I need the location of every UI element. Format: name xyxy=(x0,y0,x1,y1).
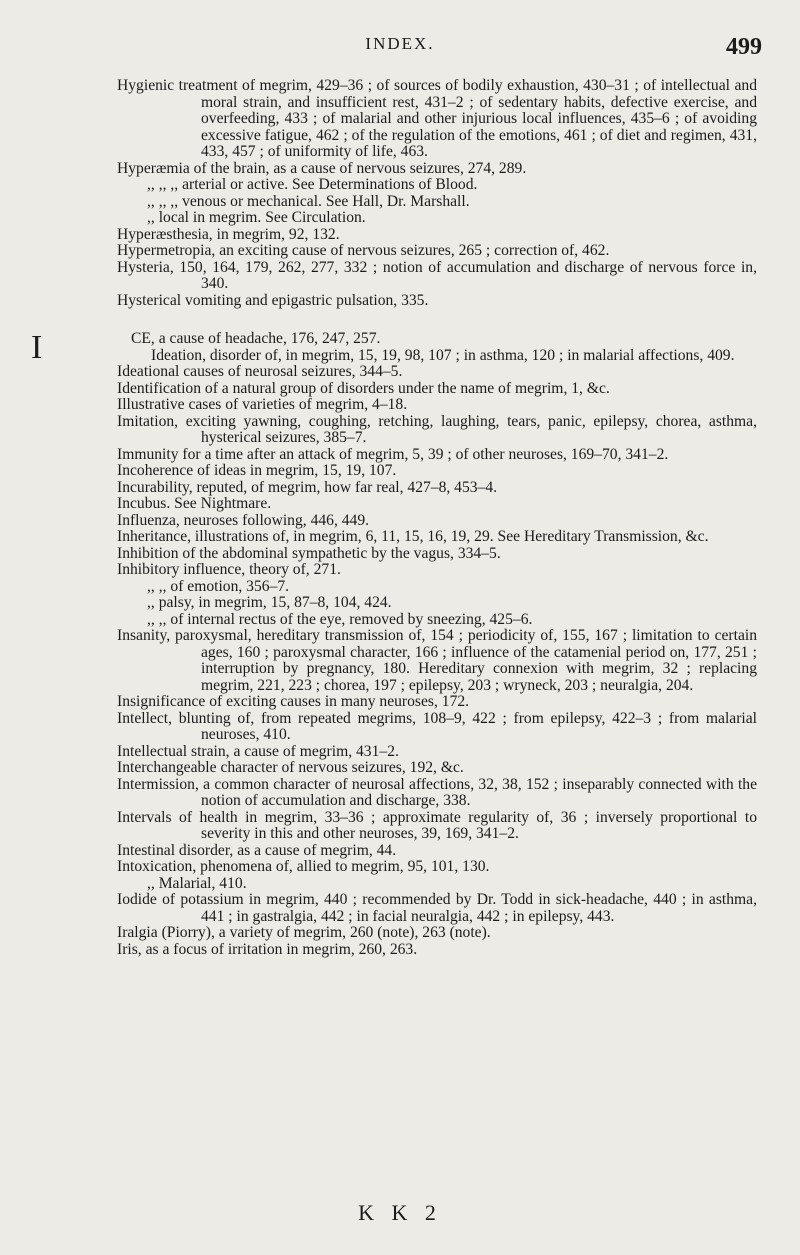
index-entry: Intestinal disorder, as a cause of megrim, 44. xyxy=(117,841,397,859)
index-entry: ,, Malarial, 410. xyxy=(147,874,247,892)
index-entry: Insanity, paroxysmal, hereditary transmission of, 154 ; periodicity of, 155, 167 ; limitation to certain ages, 160 ; paroxysmal character, 166 ; influence of the catamenial period on, 177, 251 ; interruption by pregnancy, 180. Hereditary connexion with megrim, 32 ; replacing megrim, 221, 223 ; chorea, 197 ; epilepsy, 203 ; wryneck, 203 ; neuralgia, 204. xyxy=(117,627,757,694)
section-i-start: I CE, a cause of headache, 176, 247, 257. xyxy=(31,329,381,366)
page-header-title: INDEX. xyxy=(365,34,435,53)
index-entry: ,, palsy, in megrim, 15, 87–8, 104, 424. xyxy=(147,594,392,611)
index-entry: Illustrative cases of varieties of megrim, 4–18. xyxy=(117,396,408,413)
index-entry: ,, local in megrim. See Circulation. xyxy=(147,209,366,226)
index-entry: Inhibition of the abdominal sympathetic by the vagus, 334–5. xyxy=(117,544,501,562)
page-number: 499 xyxy=(726,34,762,60)
index-entry: Hysteria, 150, 164, 179, 262, 277, 332 ; notion of accumulation and discharge of nervous force in, 340. xyxy=(117,258,757,292)
index-entry: Insignificance of exciting causes in many neuroses, 172. xyxy=(117,693,470,710)
index-entry: Intermission, a common character of neurosal affections, 32, 38, 152 ; inseparably connected with the notion of accumulation and discharge, 338. xyxy=(117,775,757,809)
index-entry: Identification of a natural group of disorders under the name of megrim, 1, &c. xyxy=(117,379,610,397)
index-entry: Imitation, exciting yawning, coughing, retching, laughing, tears, panic, epilepsy, chorea, asthma, hysterical seizures, 385–7. xyxy=(117,412,757,446)
index-entry: ,, ,, of internal rectus of the eye, removed by sneezing, 425–6. xyxy=(147,610,533,628)
index-entry: Ideational causes of neurosal seizures, 344–5. xyxy=(117,363,403,380)
index-entry: Iralgia (Piorry), a variety of megrim, 260 (note), 263 (note). xyxy=(117,924,491,941)
index-entry: Incubus. See Nightmare. xyxy=(117,495,272,512)
index-entry: Hyperæsthesia, in megrim, 92, 132. xyxy=(117,225,340,243)
index-entry: CE, a cause of headache, 176, 247, 257. xyxy=(131,330,381,347)
index-entries xyxy=(31,77,757,958)
index-entry: ,, ,, ,, venous or mechanical. See Hall, Dr. Marshall. xyxy=(147,192,470,210)
index-entry: Hypermetropia, an exciting cause of nervous seizures, 265 ; correction of, 462. xyxy=(117,242,610,259)
index-entry: Hyperæmia of the brain, as a cause of nervous seizures, 274, 289. xyxy=(117,159,527,177)
index-entry: Interchangeable character of nervous seizures, 192, &c. xyxy=(117,759,464,776)
index-entry: Intellect, blunting of, from repeated megrims, 108–9, 422 ; from epilepsy, 422–3 ; from malarial neuroses, 410. xyxy=(117,709,757,743)
index-entry: Intellectual strain, a cause of megrim, 431–2. xyxy=(117,742,399,760)
index-entry: Immunity for a time after an attack of megrim, 5, 39 ; of other neuroses, 169–70, 341–2. xyxy=(117,445,669,463)
index-entry: Incurability, reputed, of megrim, how far real, 427–8, 453–4. xyxy=(117,478,498,496)
index-entry: Intervals of health in megrim, 33–36 ; approximate regularity of, 36 ; inversely proportional to severity in this and other neuroses, 39, 169, 341–2. xyxy=(117,808,757,842)
index-entry: Hysterical vomiting and epigastric pulsation, 335. xyxy=(117,291,429,309)
index-entry: Iris, as a focus of irritation in megrim, 260, 263. xyxy=(117,940,418,958)
index-entry: Iodide of potassium in megrim, 440 ; recommended by Dr. Todd in sick-headache, 440 ; in asthma, 441 ; in gastralgia, 442 ; in facial neuralgia, 442 ; in epilepsy, 443. xyxy=(117,891,757,925)
index-entry: Incoherence of ideas in megrim, 15, 19, 107. xyxy=(117,462,397,479)
index-entry: Inheritance, illustrations of, in megrim, 6, 11, 15, 16, 19, 29. See Hereditary Transmission, &c. xyxy=(117,528,709,545)
signature-mark: K K 2 xyxy=(358,1200,442,1225)
index-entry: Inhibitory influence, theory of, 271. xyxy=(117,561,341,578)
index-entry: Ideation, disorder of, in megrim, 15, 19, 98, 107 ; in asthma, 120 ; in malarial affections, 409. xyxy=(151,346,735,364)
index-entry: ,, ,, of emotion, 356–7. xyxy=(147,577,290,595)
index-entry: Intoxication, phenomena of, allied to megrim, 95, 101, 130. xyxy=(117,858,490,875)
index-entry: ,, ,, ,, arterial or active. See Determinations of Blood. xyxy=(147,176,478,193)
index-entry: Influenza, neuroses following, 446, 449. xyxy=(117,511,370,529)
index-entry: Hygienic treatment of megrim, 429–36 ; of sources of bodily exhaustion, 430–31 ; of intellectual and moral strain, and insufficient rest, 431–2 ; of sedentary habits, defective exercise, and overfeeding, 433 ; of malarial and other injurious local influences, 435–6 ; of avoiding excessive fatigue, 462 ; of the regulation of the emotions, 461 ; of diet and regimen, 431, 433, 457 ; of uniformity of life, 463. xyxy=(117,77,757,160)
